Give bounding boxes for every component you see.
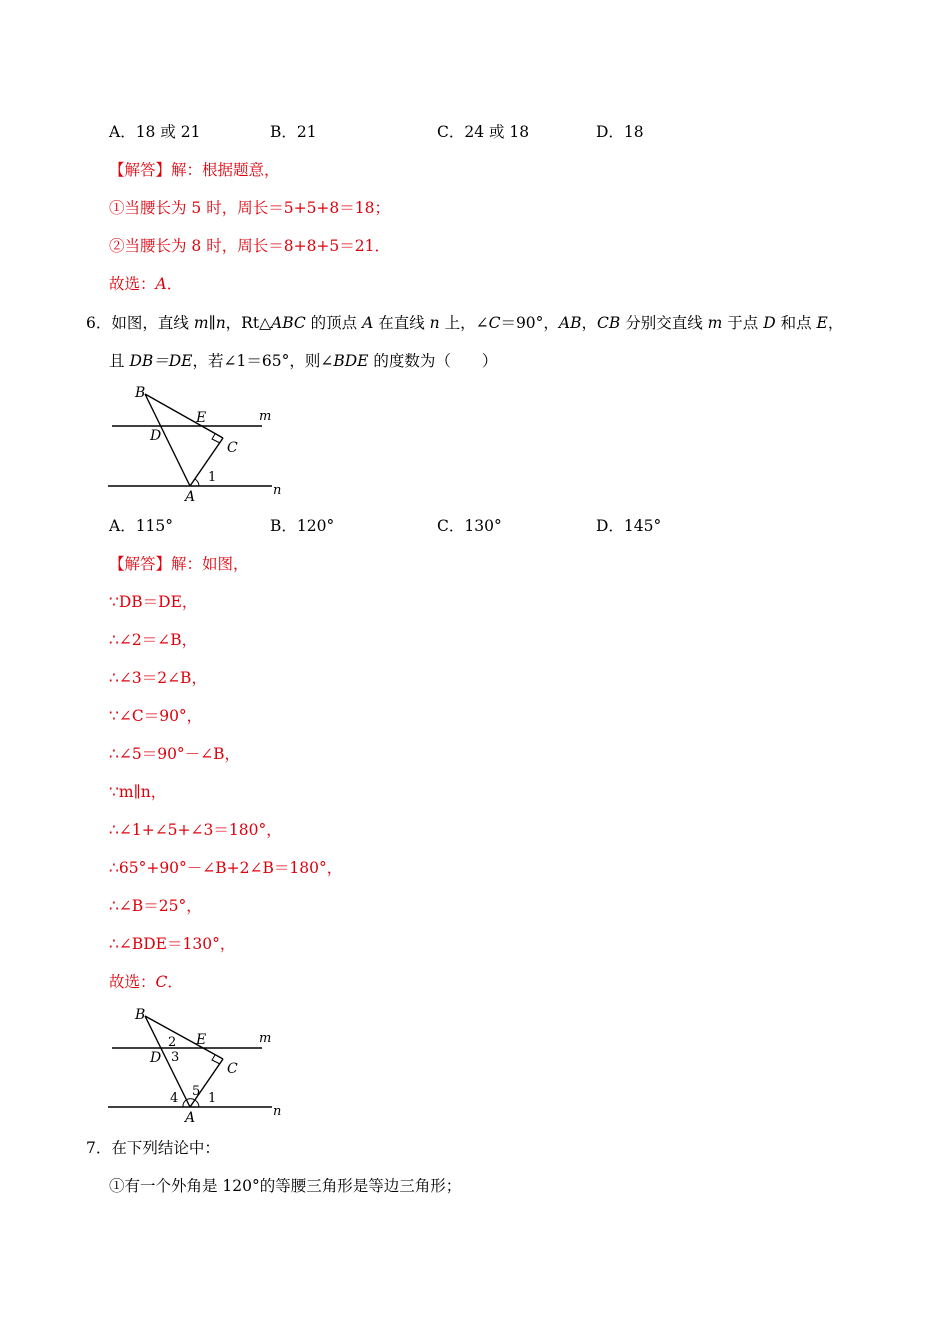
segment-ca	[190, 438, 223, 486]
q6-step-3: ∴∠3＝2∠B，	[109, 669, 207, 687]
label-m: m	[259, 1031, 272, 1046]
label-b: B	[135, 1007, 146, 1023]
q6-option-a: A．115°	[109, 517, 174, 535]
label-1: 1	[208, 1091, 217, 1106]
label-1: 1	[208, 470, 217, 485]
label-m: m	[259, 409, 272, 424]
angle-4-arc	[183, 1100, 186, 1107]
angle-1-arc	[195, 479, 199, 486]
q6-stem-line-2: 且 DB＝DE，若∠1＝65°，则∠BDE 的度数为（ ）	[109, 352, 498, 370]
q6-step-2: ∴∠2＝∠B，	[109, 631, 198, 649]
q6-stem-line-1: 6．如图，直线 m∥n，Rt△ABC 的顶点 A 在直线 n 上，∠C＝90°，AB，CB 分别交直线 m 于点 D 和点 E，	[86, 314, 844, 332]
q6-option-d: D．145°	[596, 517, 662, 535]
q6-option-c: C．130°	[437, 517, 502, 535]
label-2: 2	[168, 1035, 177, 1050]
q5-choice: 故选：A．	[109, 275, 183, 293]
label-c: C	[227, 440, 238, 456]
label-b: B	[135, 385, 146, 401]
label-3: 3	[171, 1050, 180, 1065]
label-e: E	[196, 1032, 207, 1048]
q6-step-8: ∴65°+90°－∠B+2∠B＝180°，	[109, 859, 343, 877]
q5-option-c: C．24 或 18	[437, 123, 530, 141]
q6-choice: 故选：C．	[109, 973, 183, 991]
label-c: C	[227, 1061, 238, 1077]
q5-option-a: A．18 或 21	[109, 123, 201, 141]
label-n: n	[273, 483, 282, 498]
q6-option-b: B．120°	[270, 517, 335, 535]
q5-option-b: B．21	[270, 123, 317, 141]
q6-figure-1	[100, 380, 300, 505]
label-4: 4	[170, 1091, 179, 1106]
q6-step-4: ∵∠C＝90°，	[109, 707, 203, 725]
q5-option-d: D．18	[596, 123, 644, 141]
q7-number: 7．	[86, 1139, 112, 1157]
q6-step-9: ∴∠B＝25°，	[109, 897, 202, 915]
label-e: E	[196, 410, 207, 426]
q6-step-5: ∴∠5＝90°－∠B，	[109, 745, 241, 763]
label-a: A	[185, 1110, 196, 1126]
q5-case-2: ②当腰长为 8 时，周长＝8+8+5＝21．	[109, 237, 390, 255]
q6-step-7: ∴∠1+∠5+∠3＝180°，	[109, 821, 282, 839]
q5-case-1: ①当腰长为 5 时，周长＝5+5+8＝18；	[109, 199, 390, 217]
q5-answer-head: 【解答】解：根据题意，	[109, 161, 280, 179]
label-a: A	[185, 489, 196, 505]
label-d: D	[150, 1050, 162, 1066]
q6-figure-2	[100, 1003, 300, 1128]
q7-stem: 7．在下列结论中：	[86, 1139, 220, 1157]
q7-item-1: ①有一个外角是 120°的等腰三角形是等边三角形；	[109, 1177, 462, 1195]
label-5: 5	[192, 1084, 201, 1099]
angle-1-arc	[195, 1100, 199, 1107]
q6-number: 6．	[86, 314, 112, 332]
label-d: D	[150, 428, 162, 444]
q6-step-10: ∴∠BDE＝130°，	[109, 935, 236, 953]
q6-answer-head: 【解答】解：如图，	[109, 555, 249, 573]
label-n: n	[273, 1104, 282, 1119]
q6-step-6: ∵m∥n，	[109, 783, 167, 801]
q6-step-1: ∵DB＝DE，	[109, 593, 198, 611]
